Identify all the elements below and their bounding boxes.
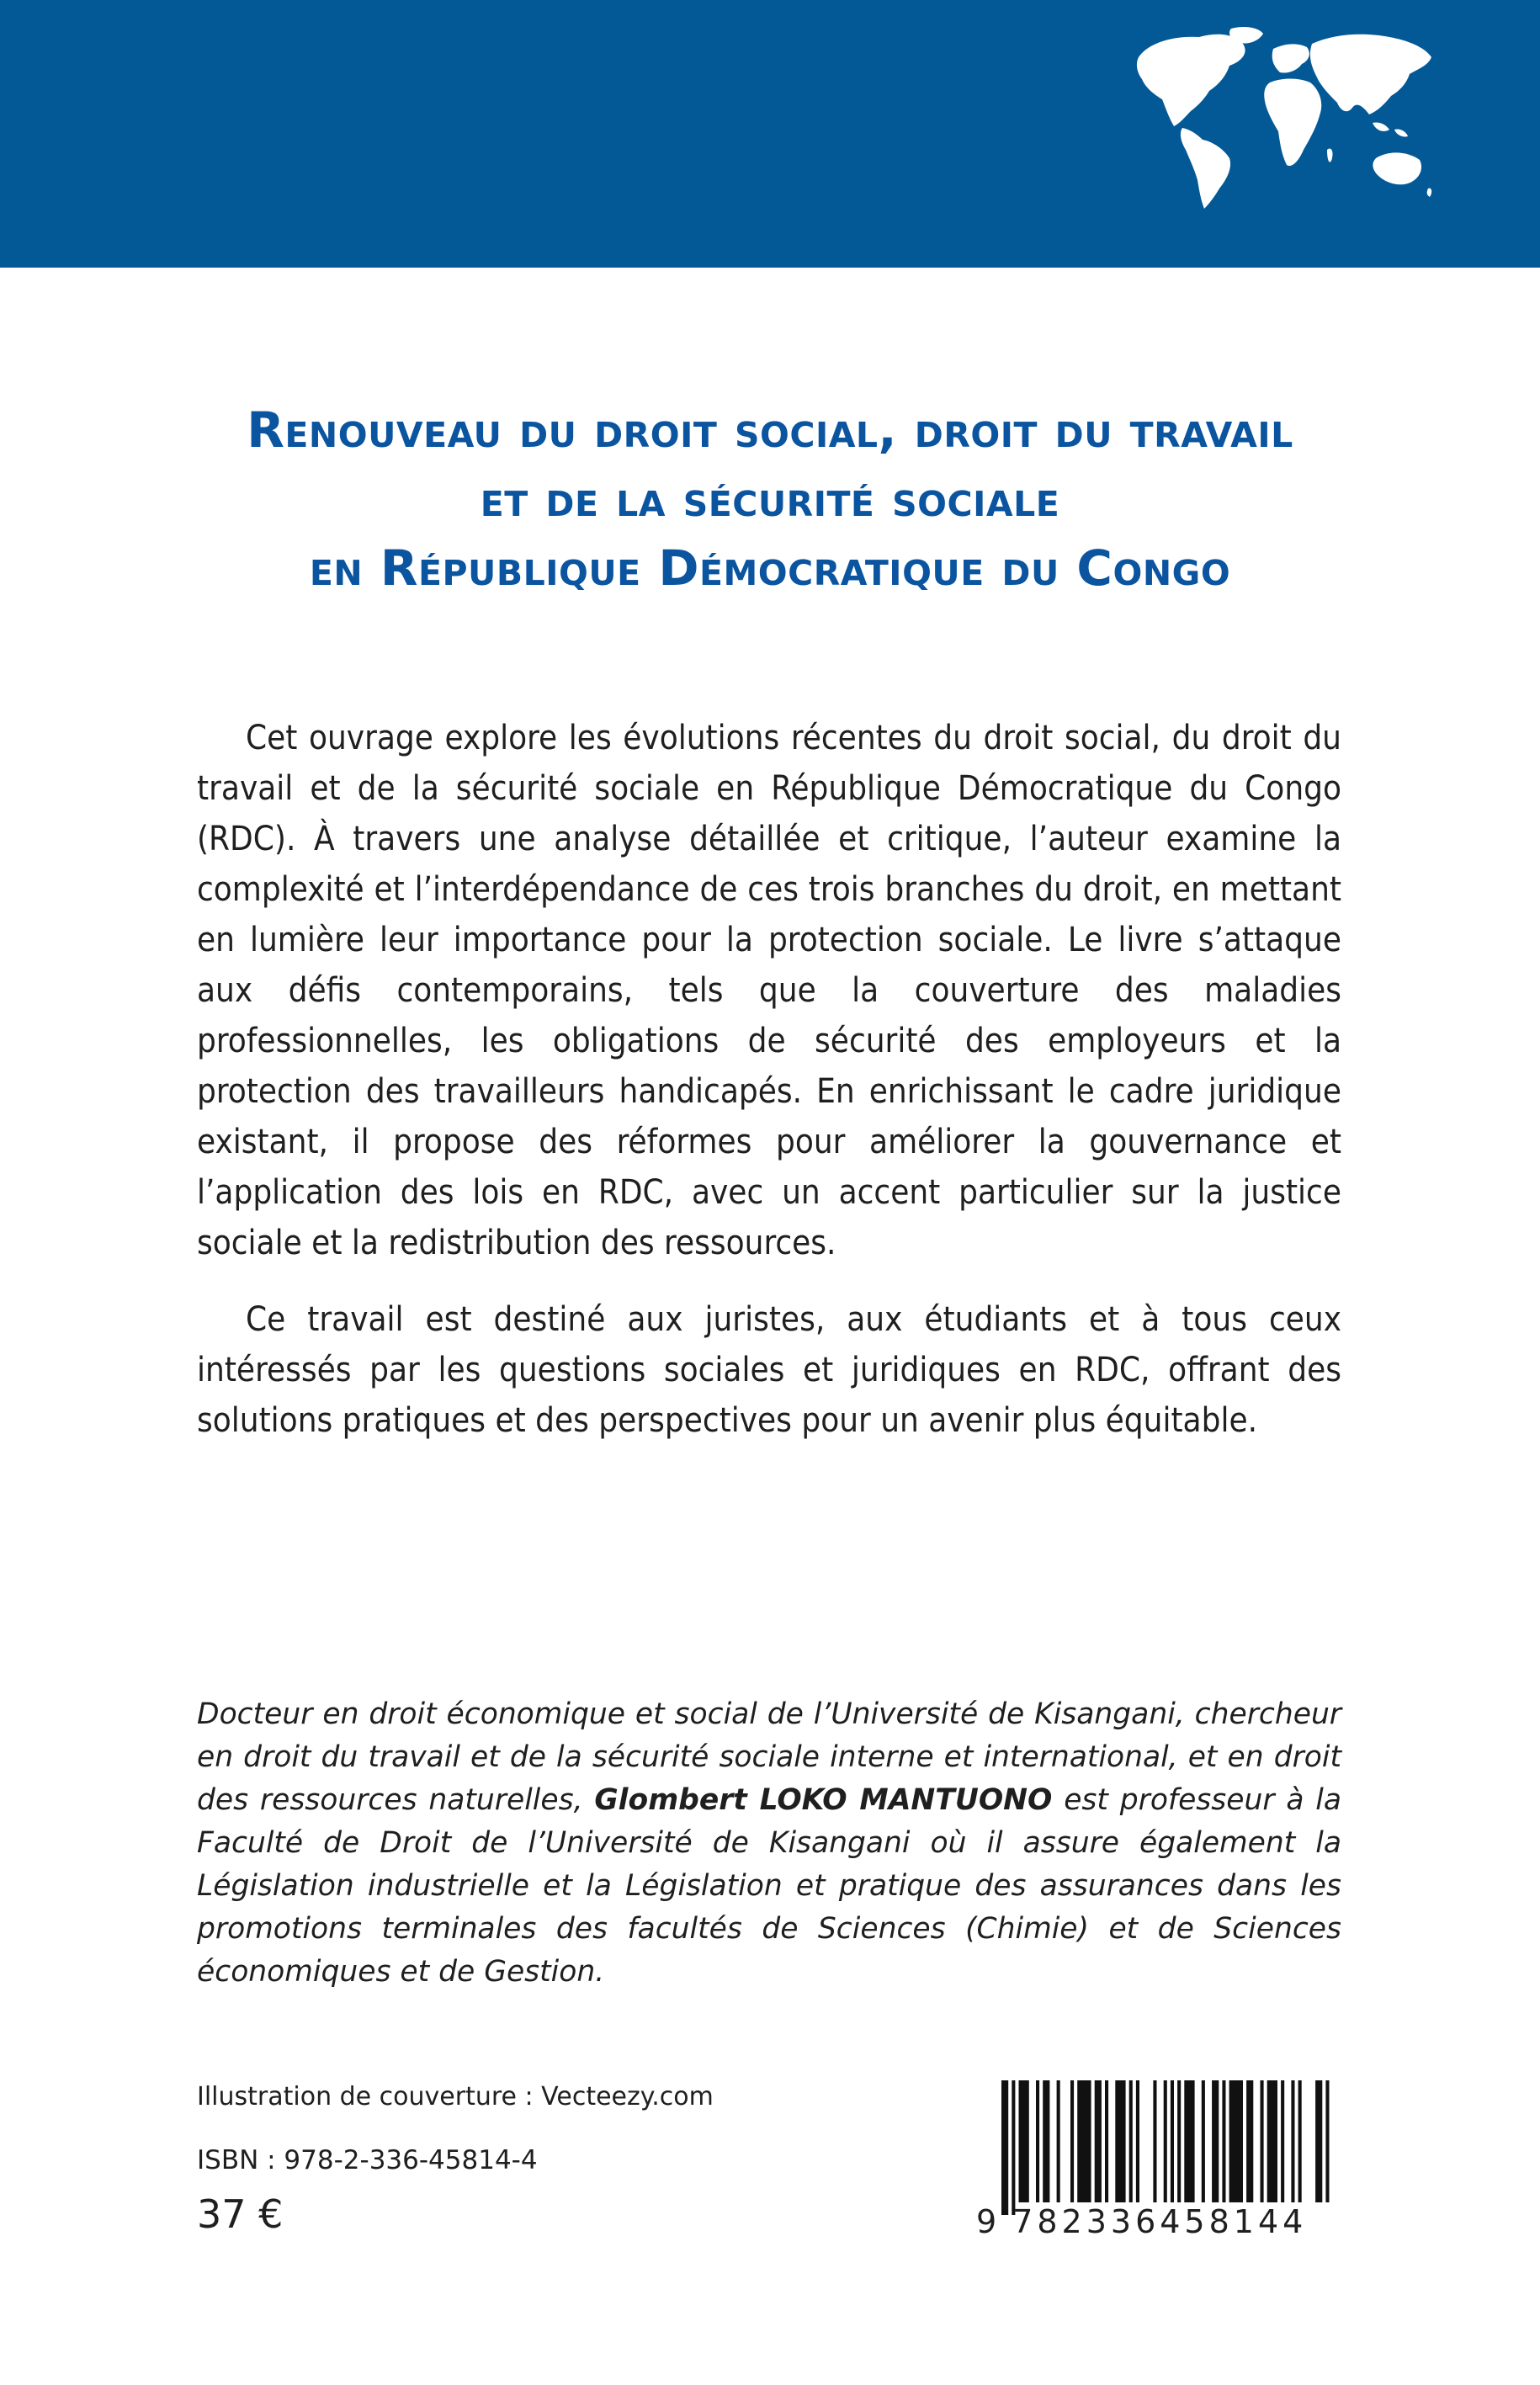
barcode-bar <box>1077 2080 1091 2202</box>
barcode-bar <box>1019 2080 1029 2202</box>
barcode-bar <box>1136 2080 1139 2202</box>
barcode-bar <box>1315 2080 1322 2202</box>
title-line-2: et de la sécurité sociale <box>480 470 1060 528</box>
illustration-credit: Illustration de couverture : Vecteezy.com <box>197 2082 714 2111</box>
barcode-bar <box>1177 2080 1181 2202</box>
author-bio <box>197 1693 1341 1994</box>
barcode-bar <box>1057 2080 1060 2202</box>
barcode-bar <box>1202 2080 1205 2202</box>
barcode-bar <box>1129 2080 1133 2202</box>
barcode-bar <box>1153 2080 1156 2202</box>
barcode-digits: 782336458144 <box>1012 2203 1308 2240</box>
barcode-bar <box>1212 2080 1219 2202</box>
barcode-first-digit: 9 <box>976 2203 1001 2240</box>
barcode-bar <box>1291 2080 1294 2202</box>
barcode-number <box>976 2203 1342 2240</box>
barcode-bar <box>1184 2080 1194 2202</box>
bio-text-after: est professeur à la Faculté de Droit de l’Université de Kisangani où il assure également la Législation industrielle et la Législation et pratique des assurances dans les promotions terminales des facultés de Sciences (Chimie) et de Sciences économiques et de Gestion. <box>197 1783 1341 1989</box>
barcode-bar <box>1012 2080 1015 2215</box>
book-title <box>126 396 1414 603</box>
barcode-bar <box>1229 2080 1243 2202</box>
barcode-bar <box>1105 2080 1108 2202</box>
barcode-bar <box>1043 2080 1049 2202</box>
barcode-bar <box>1298 2080 1302 2202</box>
barcode-bar <box>1267 2080 1277 2202</box>
isbn: ISBN : 978-2-336-45814-4 <box>197 2145 538 2175</box>
barcode-bar <box>1246 2080 1253 2202</box>
header-band <box>0 0 1540 268</box>
title-line-3: en République Démocratique du Congo <box>309 539 1231 597</box>
barcode-bar <box>1171 2080 1174 2202</box>
world-map-icon <box>1132 24 1439 213</box>
title-line-1: Renouveau du droit social, droit du travail <box>247 401 1293 459</box>
barcode-bar <box>1325 2080 1329 2202</box>
barcode-bar <box>1070 2080 1074 2202</box>
author-name: Glombert LOKO MANTUONO <box>594 1783 1053 1817</box>
barcode-bar <box>1222 2080 1225 2202</box>
summary-paragraph: Ce travail est destiné aux juristes, aux étudiants et à tous ceux intéressés par les questions sociales et juridiques en RDC, offrant des solutions pratiques et des perspectives pour un avenir plus équitable. <box>197 1300 1341 1440</box>
barcode-bar <box>1281 2080 1284 2202</box>
book-summary <box>197 713 1341 1446</box>
barcode-bar <box>1115 2080 1125 2202</box>
barcode-bar <box>1095 2080 1102 2202</box>
summary-paragraph: Cet ouvrage explore les évolutions récentes du droit social, du droit du travail et de la sécurité sociale en République Démocratique du Congo (RDC). À travers une analyse détaillée et critique, l’auteur examine la complexité et l’interdépendance de ces trois branches du droit, en mettant en lumière leur importance pour la protection sociale. Le livre s’attaque aux défis contemporains, tels que la couverture des maladies professionnelles, les obligations de sécurité des employeurs et la protection des travailleurs handicapés. En enrichissant le cadre juridique existant, il propose des réformes pour améliorer la gouvernance et l’application des lois en RDC, avec un accent particulier sur la justice sociale et la redistribution des ressources. <box>197 719 1341 1262</box>
author-bio-text <box>197 1693 1341 1994</box>
price: 37 € <box>197 2191 284 2237</box>
barcode-bar <box>1001 2080 1008 2215</box>
barcode-bar <box>1036 2080 1039 2202</box>
bio-text-before: Docteur en droit économique et social de l’Université de Kisangani, chercheur en droit du travail et de la sécurité sociale interne et international, et en droit des ressources naturelles, <box>197 1697 1341 1817</box>
barcode-bar <box>1164 2080 1167 2202</box>
barcode-bar <box>1261 2080 1264 2202</box>
barcode <box>976 2080 1338 2215</box>
